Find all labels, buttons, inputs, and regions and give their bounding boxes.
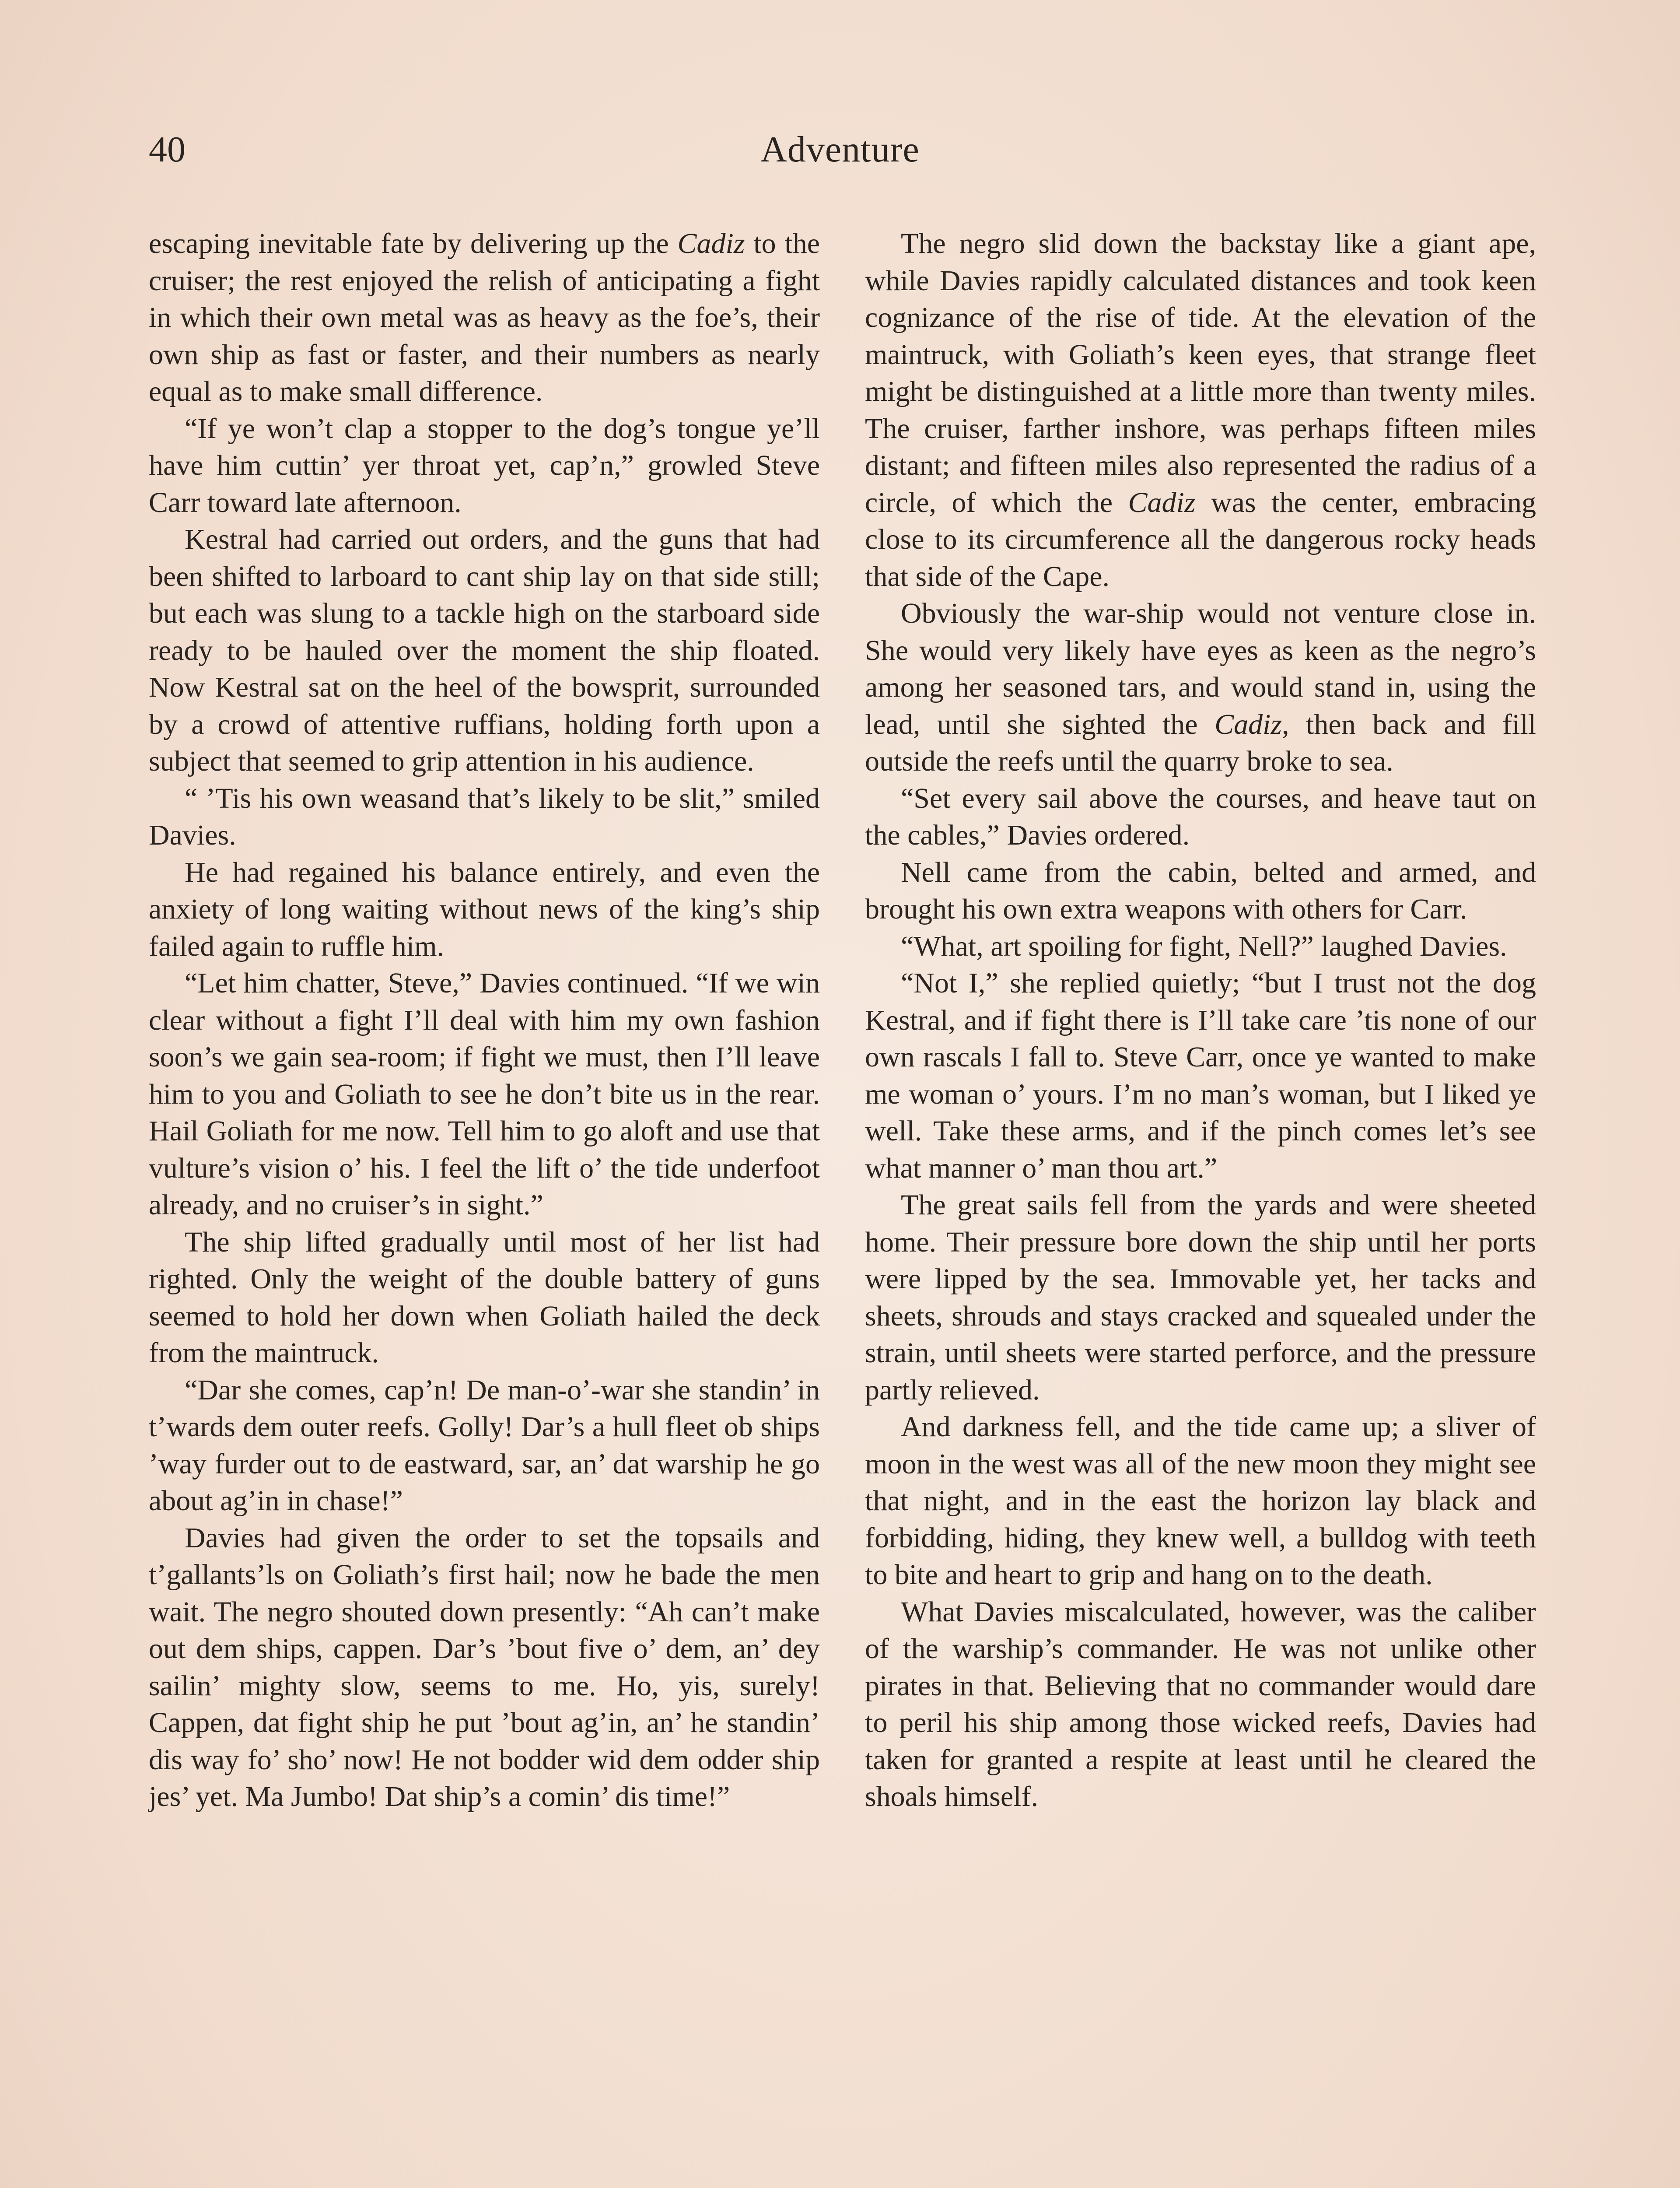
paragraph: He had regained his balance entirely, and even the anxiety of long waiting without news of the king’s ship failed again to ruffle him. [149,856,820,962]
paragraph: The great sails fell from the yards and were sheeted home. Their pressure bore down the ship until her ports were lipped by the sea. Immovable yet, her tacks and sheets, shrouds and stays cracked and squealed under the strain, until sheets were started perforce, and the pressure partly relieved. [865,1189,1536,1406]
paragraph: Obviously the war-ship would not venture close in. She would very likely have eyes as keen as the negro’s among her seasoned tars, and would stand in, using the lead, until she sighted the Cadiz, then back and fill outside the reefs until the quarry broke to sea. [865,597,1536,777]
paragraph: “If ye won’t clap a stopper to the dog’s tongue ye’ll have him cuttin’ yer throat yet, cap’n,” growled Steve Carr toward late afternoon. [149,412,820,519]
left-column [149,225,820,1816]
paragraph: And darkness fell, and the tide came up; a sliver of moon in the west was all of the new moon they might see that night, and in the east the horizon lay black and forbidding, hiding, they knew well, a bulldog with teeth to bite and heart to grip and hang on to the death. [865,1411,1536,1591]
paragraph: “Not I,” she replied quietly; “but I trust not the dog Kestral, and if fight there is I’ll take care ’tis none of our own rascals I fall to. Steve Carr, once ye wanted to make me woman o’ yours. I’m no man’s woman, but I liked ye well. Take these arms, and if the pinch comes let’s see what manner o’ man thou art.” [865,967,1536,1184]
page-number: 40 [149,129,186,170]
paragraph: “Let him chatter, Steve,” Davies continued. “If we win clear without a fight I’ll deal with him my own fashion soon’s we gain sea-room; if fight we must, then I’ll leave him to you and Goliath to see he don’t bite us in the rear. Hail Goliath for me now. Tell him to go aloft and use that vulture’s vision o’ his. I feel the lift o’ the tide underfoot already, and no cruiser’s in sight.” [149,967,820,1221]
right-column [865,225,1536,1816]
paragraph: “Set every sail above the courses, and heave taut on the cables,” Davies ordered. [865,782,1536,851]
paragraph: “ ’Tis his own weasand that’s likely to be slit,” smiled Davies. [149,782,820,851]
paragraph: The ship lifted gradually until most of her list had righted. Only the weight of the double battery of guns seemed to hold her down when Goliath hailed the deck from the maintruck. [149,1226,820,1369]
paragraph: Davies had given the order to set the topsails and t’gallants’ls on Goliath’s first hail; now he bade the men wait. The negro shouted down presently: “Ah can’t make out dem ships, cappen. Dar’s ’bout five o’ dem, an’ dey sailin’ mighty slow, seems to me. Ho, yis, surely! Cappen, dat fight ship he put ’bout ag’in, an’ he standin’ dis way fo’ sho’ now! He not bodder wid dem odder ship jes’ yet. Ma Jumbo! Dat ship’s a comin’ dis time!” [149,1522,820,1813]
paragraph: “What, art spoiling for fight, Nell?” laughed Davies. [901,930,1507,962]
paragraph: Kestral had carried out orders, and the guns that had been shifted to larboard to cant ship lay on that side still; but each was slung to a tackle high on the starboard side ready to be hauled over the moment the ship floated. Now Kestral sat on the heel of the bowsprit, surrounded by a crowd of attentive ruffians, holding forth upon a subject that seemed to grip attention in his audience. [149,523,820,777]
running-title: Adventure [760,129,920,170]
paragraph: Nell came from the cabin, belted and armed, and brought his own extra weapons with others for Carr. [865,856,1536,925]
paragraph: What Davies miscalculated, however, was the caliber of the warship’s commander. He was not unlike other pirates in that. Believing that no commander would dare to peril his ship among those wicked reefs, Davies had taken for granted a respite at least until he cleared the shoals himself. [865,1595,1536,1813]
paragraph: The negro slid down the backstay like a giant ape, while Davies rapidly calculated distances and took keen cognizance of the rise of tide. At the elevation of the maintruck, with Goliath’s keen eyes, that strange fleet might be distinguished at a little more than twenty miles. The cruiser, farther inshore, was perhaps fifteen miles distant; and fifteen miles also represented the radius of a circle, of which the Cadiz was the center, embracing close to its circumference all the dangerous rocky heads that side of the Cape. [865,228,1536,593]
paragraph: escaping inevitable fate by delivering up the Cadiz to the cruiser; the rest enjoyed the relish of anticipating a fight in which their own metal was as heavy as the foe’s, their own ship as fast or faster, and their numbers as nearly equal as to make small difference. [149,228,820,407]
paragraph: “Dar she comes, cap’n! De man-o’-war she standin’ in t’wards dem outer reefs. Golly! Dar’s a hull fleet ob ships ’way furder out to de eastward, sar, an’ dat warship he go about ag’in in chase!” [149,1374,820,1517]
